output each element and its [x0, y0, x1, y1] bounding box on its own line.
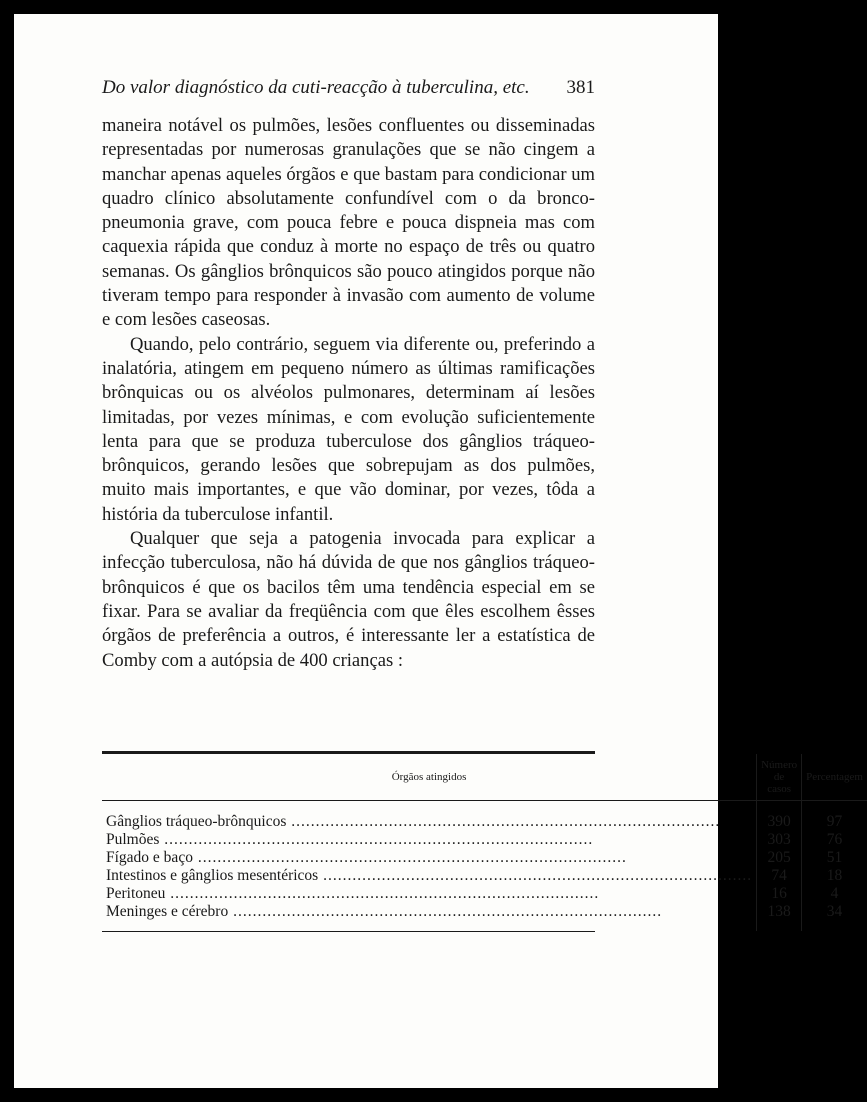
table-row [102, 849, 867, 867]
paragraph: Qualquer que seja a patogenia invocada para explicar a infecção tuberculosa, não há dúvida de que nos gânglios tráqueo-brônquicos é que os bacilos têm uma tendência especial em se fixar. Para se avaliar da freqüência com que êles escolhem êsses órgãos de preferência a outros, é interessante ler a estatística de Comby com a autópsia de 400 crianças : [102, 528, 595, 671]
running-header [102, 77, 595, 99]
organ-cell: Intestinos e gânglios mesentéricos ..... [102, 867, 757, 885]
table-row [102, 867, 867, 885]
count-cell: 390 [757, 801, 802, 831]
organ-cell: Pulmões ..... [102, 831, 757, 849]
table-header-row [102, 754, 867, 800]
table-row [102, 801, 867, 831]
count-cell: 74 [757, 867, 802, 885]
percent-cell: 97 [802, 801, 867, 831]
table-bottom-rule [102, 931, 595, 932]
organ-cell: Meninges e cérebro ..... [102, 903, 757, 931]
running-title: Do valor diagnóstico da cuti-reacção à tuberculina, etc. [102, 77, 530, 98]
count-cell: 16 [757, 885, 802, 903]
percent-cell: 76 [802, 831, 867, 849]
book-page [14, 14, 863, 1088]
header-percent: Percentagem [802, 754, 867, 800]
paragraph: Quando, pelo contrário, seguem via diferente ou, preferindo a inalatória, atingem em pequeno número as últimas ramificações brônquicas ou os alvéolos pulmonares, determinam aí lesões limitadas, por vezes mínimas, e com evolução suficientemente lenta para que se produza tuberculose dos gânglios tráqueo-brônquicos, gerando lesões que sobrepujam as dos pulmões, muito mais importantes, e que vão dominar, por vezes, tôda a história da tuberculose infantil. [102, 333, 595, 525]
count-cell: 205 [757, 849, 802, 867]
header-count-line1: Número [761, 759, 798, 771]
body-text [102, 114, 595, 673]
percent-cell: 4 [802, 885, 867, 903]
header-organs: Órgãos atingidos [391, 771, 467, 783]
table-row [102, 831, 867, 849]
percent-cell: 18 [802, 867, 867, 885]
percent-cell: 34 [802, 903, 867, 931]
count-cell: 303 [757, 831, 802, 849]
table-row [102, 903, 867, 931]
page-number: 381 [566, 77, 595, 98]
header-count [757, 754, 802, 800]
paragraph: maneira notável os pulmões, lesões confluentes ou disseminadas representadas por numerosas granulações que se não cingem a manchar apenas aqueles órgãos e que bastam para condicionar um quadro clínico absolutamente confundível com o da bronco-pneumonia grave, com pouca febre e pouca dispneia mas com caquexia rápida que conduz à morte no espaço de três ou quatro semanas. Os gânglios brônquicos são pouco atingidos porque não tiveram tempo para responder à invasão com aumento de volume e com lesões caseosas. [102, 115, 595, 331]
organ-cell: Peritoneu ..... [102, 885, 757, 903]
organ-cell: Fígado e baço ..... [102, 849, 757, 867]
count-cell: 138 [757, 903, 802, 931]
statistics-table [102, 751, 863, 932]
organ-cell: Gânglios tráqueo-brônquicos ..... [102, 801, 757, 831]
table-row [102, 885, 867, 903]
percent-cell: 51 [802, 849, 867, 867]
header-count-line2: de casos [767, 771, 792, 795]
